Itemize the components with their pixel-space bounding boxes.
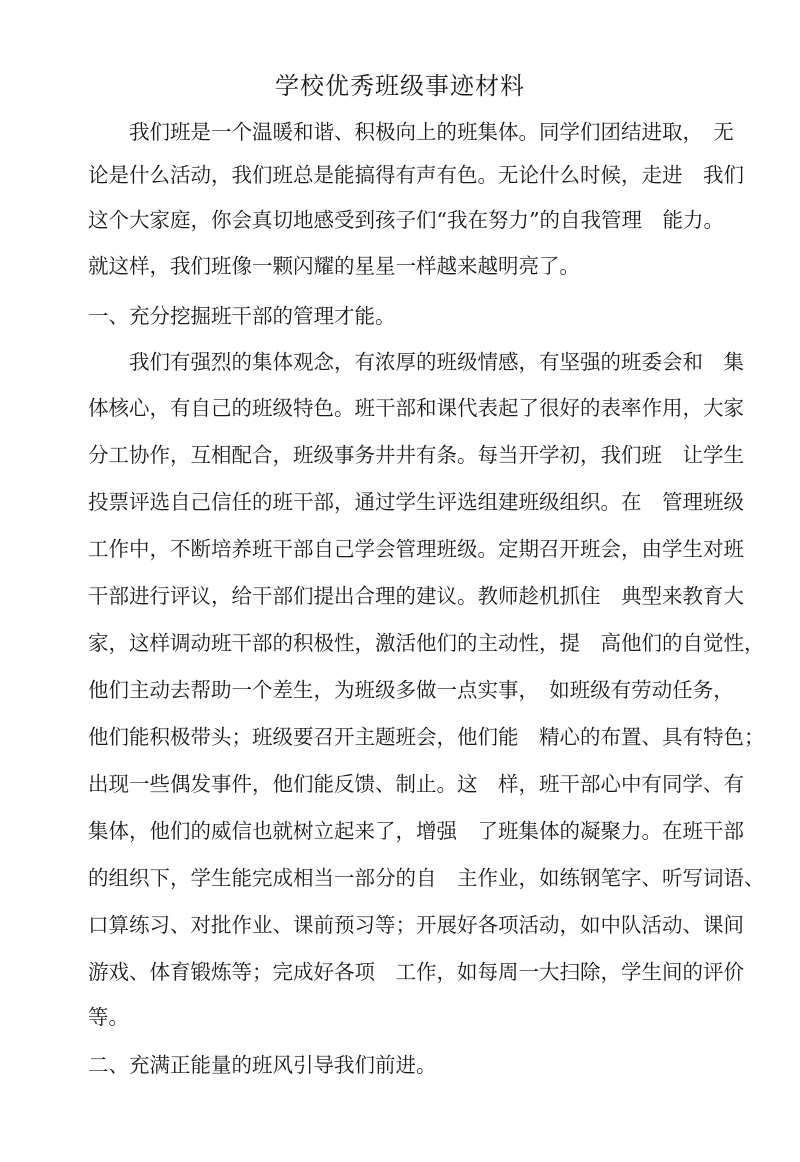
text-line: 干部进行评议，给干部们提出合理的建议。教师趁机抓住 典型来教育大	[88, 584, 744, 608]
text-line: 工作中，不断培养班干部自己学会管理班级。定期召开班会，由学生对班	[88, 537, 744, 561]
text-line: 出现一些偶发事件，他们能反馈、制止。这 样，班干部心中有同学、有	[88, 772, 744, 796]
text-line: 的组织下，学生能完成相当一部分的自 主作业，如练钢笔字、听写词语、	[88, 866, 765, 890]
text-line: 这个大家庭，你会真切地感受到孩子们“我在努力”的自我管理 能力。	[88, 208, 724, 232]
document-title: 学校优秀班级事迹材料	[275, 72, 525, 100]
text-line: 他们主动去帮助一个差生，为班级多做一点实事， 如班级有劳动任务，	[88, 678, 734, 702]
text-line: 论是什么活动，我们班总是能搞得有声有色。无论什么时候，走进 我们	[88, 163, 744, 187]
text-line: 游戏、体育锻炼等；完成好各项 工作，如每周一大扫除，学生间的评价	[88, 960, 744, 984]
text-line: 就这样，我们班像一颗闪耀的星星一样越来越明亮了。	[88, 254, 580, 278]
section-heading: 二、充满正能量的班风引导我们前进。	[88, 1053, 437, 1077]
text-line: 口算练习、对批作业、课前预习等；开展好各项活动，如中队活动、课间	[88, 913, 744, 937]
text-line: 我们有强烈的集体观念，有浓厚的班级情感，有坚强的班委会和 集	[88, 350, 744, 374]
text-line: 家，这样调动班干部的积极性，激活他们的主动性，提 高他们的自觉性，	[88, 631, 765, 655]
text-line: 投票评选自己信任的班干部，通过学生评选组建班级组织。在 管理班级	[88, 490, 744, 514]
text-line: 体核心，有自己的班级特色。班干部和课代表起了很好的表率作用，大家	[88, 396, 744, 420]
section-heading: 一、充分挖掘班干部的管理才能。	[88, 304, 396, 328]
text-line: 我们班是一个温暖和谐、积极向上的班集体。同学们团结进取， 无	[88, 120, 734, 144]
text-line: 他们能积极带头；班级要召开主题班会，他们能 精心的布置、具有特色；	[88, 725, 765, 749]
text-line: 集体，他们的威信也就树立起来了，增强 了班集体的凝聚力。在班干部	[88, 819, 744, 843]
text-line: 分工协作，互相配合，班级事务井井有条。每当开学初，我们班 让学生	[88, 443, 744, 467]
text-line: 等。	[88, 1005, 129, 1029]
